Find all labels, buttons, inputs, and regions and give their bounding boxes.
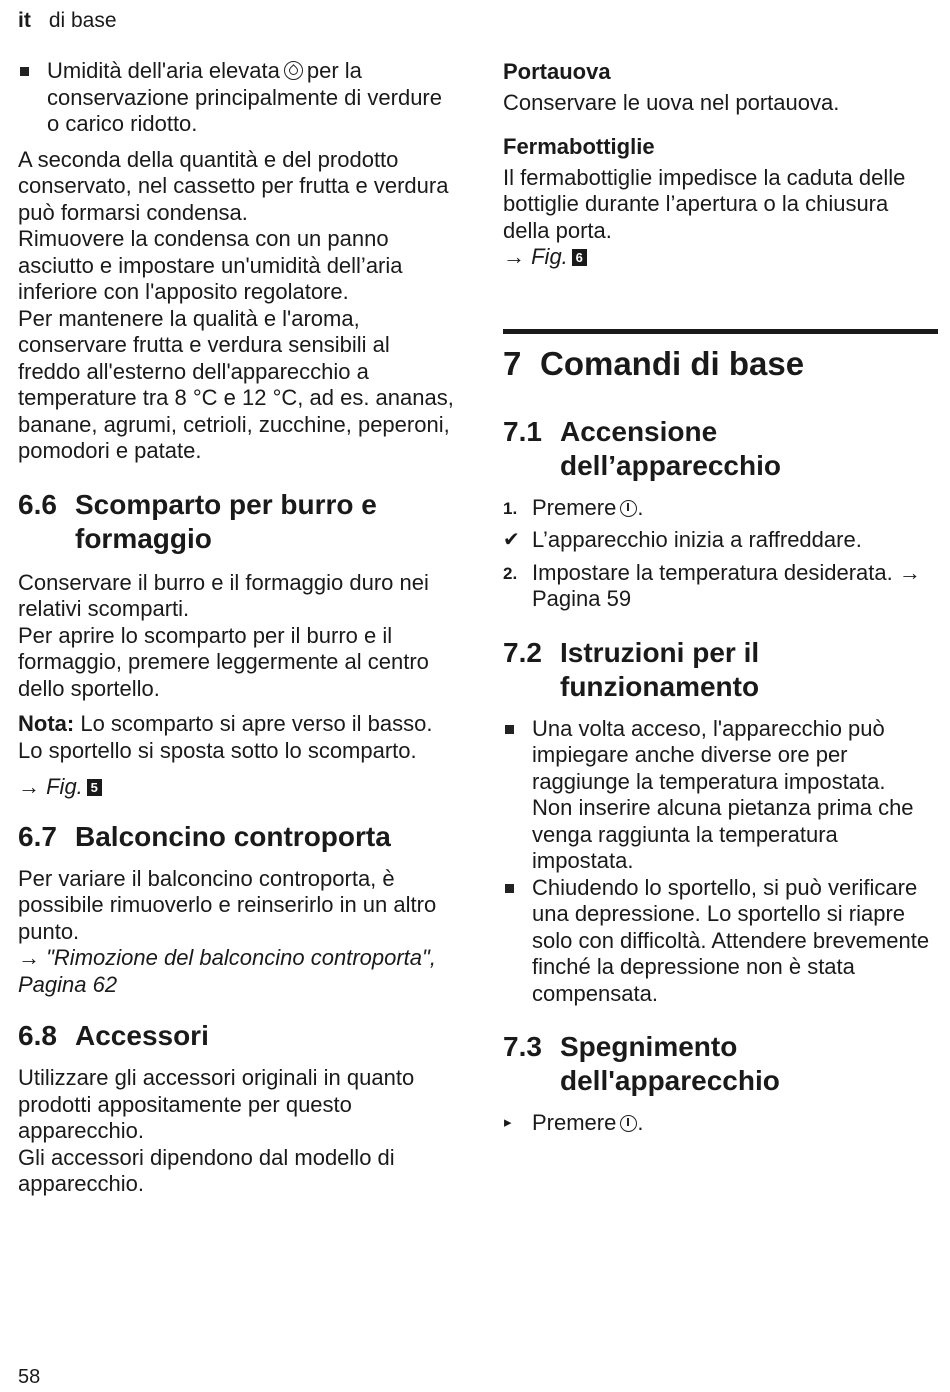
chapter-heading-7: 7 Comandi di base <box>503 344 805 382</box>
paragraph: Per mantenere la qualità e l'aroma, conservare frutta e verdura sensibili al freddo all'esterno dell'apparecchio a temperature tra 8 °C e 12 °C, ad es. ananas, banane, agrumi, cetrioli, zucchine, peperoni, pomodori e patate. <box>18 305 454 463</box>
figure-reference[interactable]: → Fig. 6 <box>503 244 938 271</box>
arrow-bullet-icon: ▸ <box>504 1114 512 1131</box>
language-code: it <box>18 9 31 32</box>
paragraph: Gli accessori dipendono dal modello di apparecchio. <box>18 1144 395 1196</box>
paragraph: A seconda della quantità e del prodotto conservato, nel cassetto per frutta e verdura può formarsi condensa. <box>18 146 449 225</box>
section-heading-7-1: 7.1 Accensione dell’apparecchio <box>503 415 781 481</box>
section-heading-6-6: 6.6 Scomparto per burro e formaggio <box>18 488 377 554</box>
humidity-bullet: Umidità dell'aria elevata per la conservazione principalmente di verdure o carico ridotto. <box>18 58 458 138</box>
section-heading-7-3: 7.3 Spegnimento dell'apparecchio <box>503 1031 780 1096</box>
bullet-square-icon <box>20 67 29 76</box>
subheading-portauova: Portauova <box>503 59 611 84</box>
right-column <box>503 58 938 1137</box>
section-running-title: di base <box>48 9 117 32</box>
note-label: Nota: <box>18 711 75 736</box>
chapter-divider <box>503 329 938 334</box>
step-result: ✔ L’apparecchio inizia a raffreddare. <box>503 527 862 552</box>
list-item: Una volta acceso, l'apparecchio può impiegare anche diverse ore per raggiunge la temperatura impostata. Non inserire alcuna pietanza prima che venga raggiunta la temperatura impostata. <box>503 716 938 875</box>
bullet-square-icon <box>505 725 514 734</box>
cross-reference-link[interactable]: → "Rimozione del balconcino controporta", Pagina 62 <box>18 945 436 997</box>
step-2: 2. Impostare la temperatura desiderata. → Pagina 59 <box>503 559 921 611</box>
paragraph: Rimuovere la condensa con un panno asciutto e impostare un'umidità dell’aria inferiore con l'apposito regolatore. <box>18 226 403 304</box>
section-heading-6-7: 6.7 Balconcino controporta <box>18 820 391 852</box>
power-button-icon <box>620 1115 637 1132</box>
figure-number-badge: 5 <box>87 779 102 796</box>
paragraph: Conservare il burro e il formaggio duro nei relativi scomparti. <box>18 569 429 621</box>
action-step: ▸ Premere . <box>504 1110 644 1135</box>
power-button-icon <box>620 500 637 517</box>
subheading-fermabottiglie: Fermabottiglie <box>503 133 655 159</box>
paragraph: Per variare il balconcino controporta, è possibile rimuoverlo e reinserirlo in un altro punto. <box>18 865 437 944</box>
paragraph: Il fermabottiglie impedisce la caduta delle bottiglie durante l’apertura o la chiusura della porta. <box>503 164 906 243</box>
list-item: Chiudendo lo sportello, si può verificare una depressione. Lo sportello si riapre solo con difficoltà. Attendere brevemente finché la depressione non è stata compensata. <box>503 875 938 1008</box>
checkmark-icon: ✔ <box>503 529 520 551</box>
left-column <box>18 58 458 1198</box>
page-header <box>18 9 117 33</box>
paragraph: Utilizzare gli accessori originali in quanto prodotti appositamente per questo apparecchio. <box>18 1065 415 1143</box>
section-heading-6-8: 6.8 Accessori <box>18 1020 209 1051</box>
paragraph: Conservare le uova nel portauova. <box>503 90 840 115</box>
paragraph: Per aprire lo scomparto per il burro e il formaggio, premere leggermente al centro dello sportello. <box>18 622 429 701</box>
bullet-square-icon <box>505 884 514 893</box>
page-number: 58 <box>18 1366 41 1388</box>
step-1: 1. Premere . <box>503 494 644 520</box>
high-humidity-icon <box>284 61 303 80</box>
note: Nota: Lo scomparto si apre verso il basso. Lo sportello si sposta sotto lo scomparto. <box>18 711 433 763</box>
figure-number-badge: 6 <box>572 249 587 266</box>
section-heading-7-2: 7.2 Istruzioni per il funzionamento <box>503 636 760 702</box>
figure-reference[interactable]: → Fig. 5 <box>18 774 458 801</box>
